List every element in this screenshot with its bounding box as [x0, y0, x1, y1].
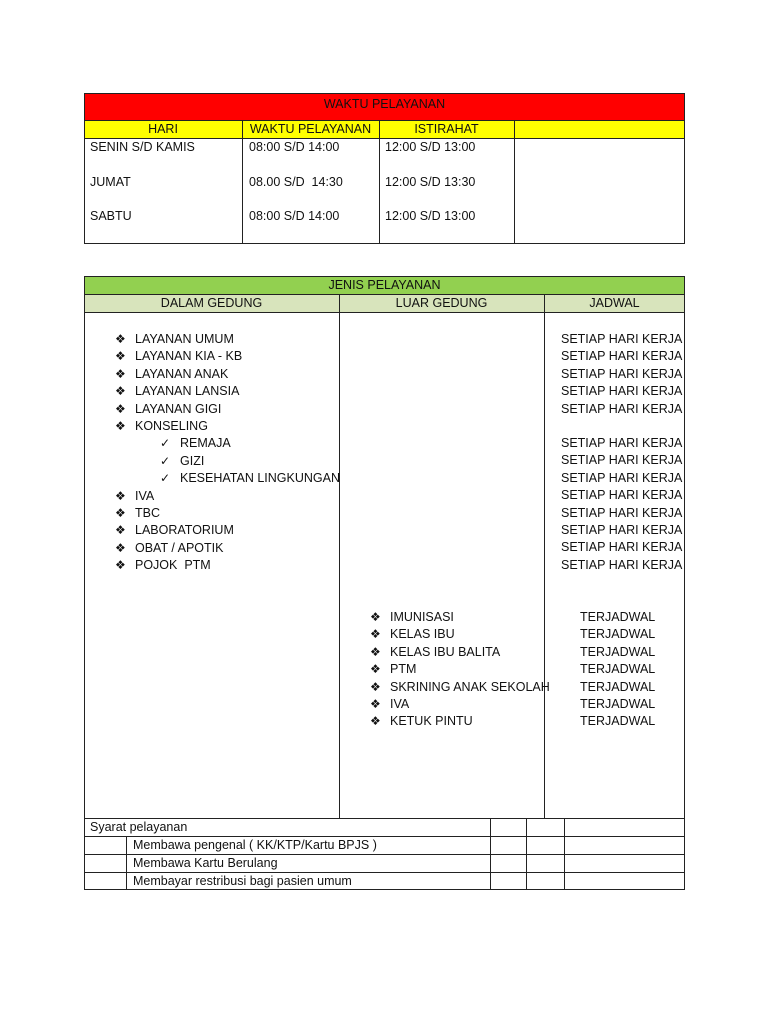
header-waktu: WAKTU PELAYANAN	[249, 122, 372, 136]
luar-gedung-item: KELAS IBU	[390, 627, 455, 642]
jadwal-luar-item: TERJADWAL	[580, 662, 656, 677]
dalam-gedung-item: POJOK PTM	[135, 558, 211, 573]
dalam-gedung-item: LAYANAN UMUM	[135, 332, 234, 346]
jadwal-item: SETIAP HARI KERJA	[561, 488, 683, 503]
header-dalam-gedung: DALAM GEDUNG	[160, 296, 263, 310]
jadwal-luar-item: TERJADWAL	[580, 644, 656, 659]
dalam-gedung-item: LAYANAN ANAK	[135, 366, 229, 381]
header-jadwal: JADWAL	[589, 296, 640, 310]
diamond-bullet-icon: ❖	[115, 349, 126, 364]
diamond-bullet-icon: ❖	[115, 384, 126, 399]
row2-waktu: 08.00 S/D 14:30	[249, 175, 343, 189]
luar-gedung-item: SKRINING ANAK SEKOLAH	[390, 679, 550, 694]
jadwal-item: SETIAP HARI KERJA	[561, 332, 683, 346]
konseling-sub-item: REMAJA	[180, 436, 231, 451]
dalam-gedung-item: OBAT / APOTIK	[135, 540, 224, 555]
luar-gedung-item: IMUNISASI	[390, 610, 454, 624]
dalam-gedung-item: LAYANAN LANSIA	[135, 384, 240, 399]
row1-hari: SENIN S/D KAMIS	[90, 140, 195, 154]
konseling-sub-item: GIZI	[180, 453, 205, 468]
syarat-item-1: Membawa pengenal ( KK/KTP/Kartu BPJS )	[133, 838, 377, 852]
jadwal-item: SETIAP HARI KERJA	[561, 557, 683, 572]
checkmark-icon: ✓	[160, 436, 171, 451]
row1-waktu: 08:00 S/D 14:00	[249, 140, 340, 154]
header-istirahat: ISTIRAHAT	[414, 122, 479, 136]
diamond-bullet-icon: ❖	[370, 644, 381, 659]
diamond-bullet-icon: ❖	[115, 401, 126, 416]
header-luar-gedung: LUAR GEDUNG	[395, 296, 488, 310]
diamond-bullet-icon: ❖	[115, 523, 126, 538]
row2-istirahat: 12:00 S/D 13:30	[385, 175, 476, 189]
jadwal-item: SETIAP HARI KERJA	[561, 401, 683, 416]
jadwal-luar-item: TERJADWAL	[580, 679, 656, 694]
checkmark-icon: ✓	[160, 471, 171, 486]
diamond-bullet-icon: ❖	[370, 662, 381, 677]
jadwal-item: SETIAP HARI KERJA	[561, 349, 683, 364]
diamond-bullet-icon: ❖	[370, 697, 381, 711]
row3-istirahat: 12:00 S/D 13:00	[385, 209, 476, 223]
diamond-bullet-icon: ❖	[115, 558, 126, 573]
luar-gedung-item: PTM	[390, 662, 417, 677]
jadwal-luar-item: TERJADWAL	[580, 610, 656, 624]
jadwal-luar-item: TERJADWAL	[580, 627, 656, 642]
diamond-bullet-icon: ❖	[370, 679, 381, 694]
dalam-gedung-item: LABORATORIUM	[135, 523, 234, 538]
header-hari: HARI	[148, 122, 178, 136]
jadwal-item: SETIAP HARI KERJA	[561, 436, 683, 450]
dalam-gedung-item: IVA	[135, 488, 155, 503]
konseling-sub-item: KESEHATAN LINGKUNGAN	[180, 471, 340, 486]
row3-waktu: 08:00 S/D 14:00	[249, 209, 340, 223]
luar-gedung-item: IVA	[390, 697, 410, 711]
table1-title-bar	[84, 93, 685, 121]
diamond-bullet-icon: ❖	[370, 610, 381, 624]
diamond-bullet-icon: ❖	[115, 488, 126, 503]
jadwal-item: SETIAP HARI KERJA	[561, 384, 683, 399]
table2-title: JENIS PELAYANAN	[328, 278, 441, 292]
syarat-item-2: Membawa Kartu Berulang	[133, 856, 278, 870]
jadwal-item: SETIAP HARI KERJA	[561, 366, 683, 381]
diamond-bullet-icon: ❖	[370, 714, 381, 729]
checkmark-icon: ✓	[160, 453, 171, 468]
jadwal-item: SETIAP HARI KERJA	[561, 470, 683, 485]
syarat-item-3: Membayar restribusi bagi pasien umum	[133, 874, 352, 888]
row3-hari: SABTU	[90, 209, 132, 223]
row2-hari: JUMAT	[90, 175, 131, 189]
luar-gedung-item: KELAS IBU BALITA	[390, 644, 501, 659]
diamond-bullet-icon: ❖	[115, 366, 126, 381]
diamond-bullet-icon: ❖	[115, 419, 126, 433]
dalam-gedung-item: TBC	[135, 506, 160, 520]
jadwal-item: SETIAP HARI KERJA	[561, 540, 683, 555]
jadwal-luar-item: TERJADWAL	[580, 714, 656, 729]
luar-gedung-item: KETUK PINTU	[390, 714, 473, 729]
jadwal-luar-item: TERJADWAL	[580, 697, 656, 711]
row1-istirahat: 12:00 S/D 13:00	[385, 140, 476, 154]
syarat-title: Syarat pelayanan	[90, 820, 188, 834]
dalam-gedung-item: LAYANAN KIA - KB	[135, 349, 243, 364]
diamond-bullet-icon: ❖	[115, 540, 126, 555]
dalam-gedung-item: KONSELING	[135, 419, 208, 433]
table1-title: WAKTU PELAYANAN	[323, 97, 446, 111]
jadwal-item: SETIAP HARI KERJA	[561, 505, 683, 520]
dalam-gedung-item: LAYANAN GIGI	[135, 401, 222, 416]
diamond-bullet-icon: ❖	[115, 332, 126, 346]
diamond-bullet-icon: ❖	[370, 627, 381, 642]
jadwal-item: SETIAP HARI KERJA	[561, 523, 683, 537]
jadwal-item: SETIAP HARI KERJA	[561, 453, 683, 468]
diamond-bullet-icon: ❖	[115, 506, 126, 520]
